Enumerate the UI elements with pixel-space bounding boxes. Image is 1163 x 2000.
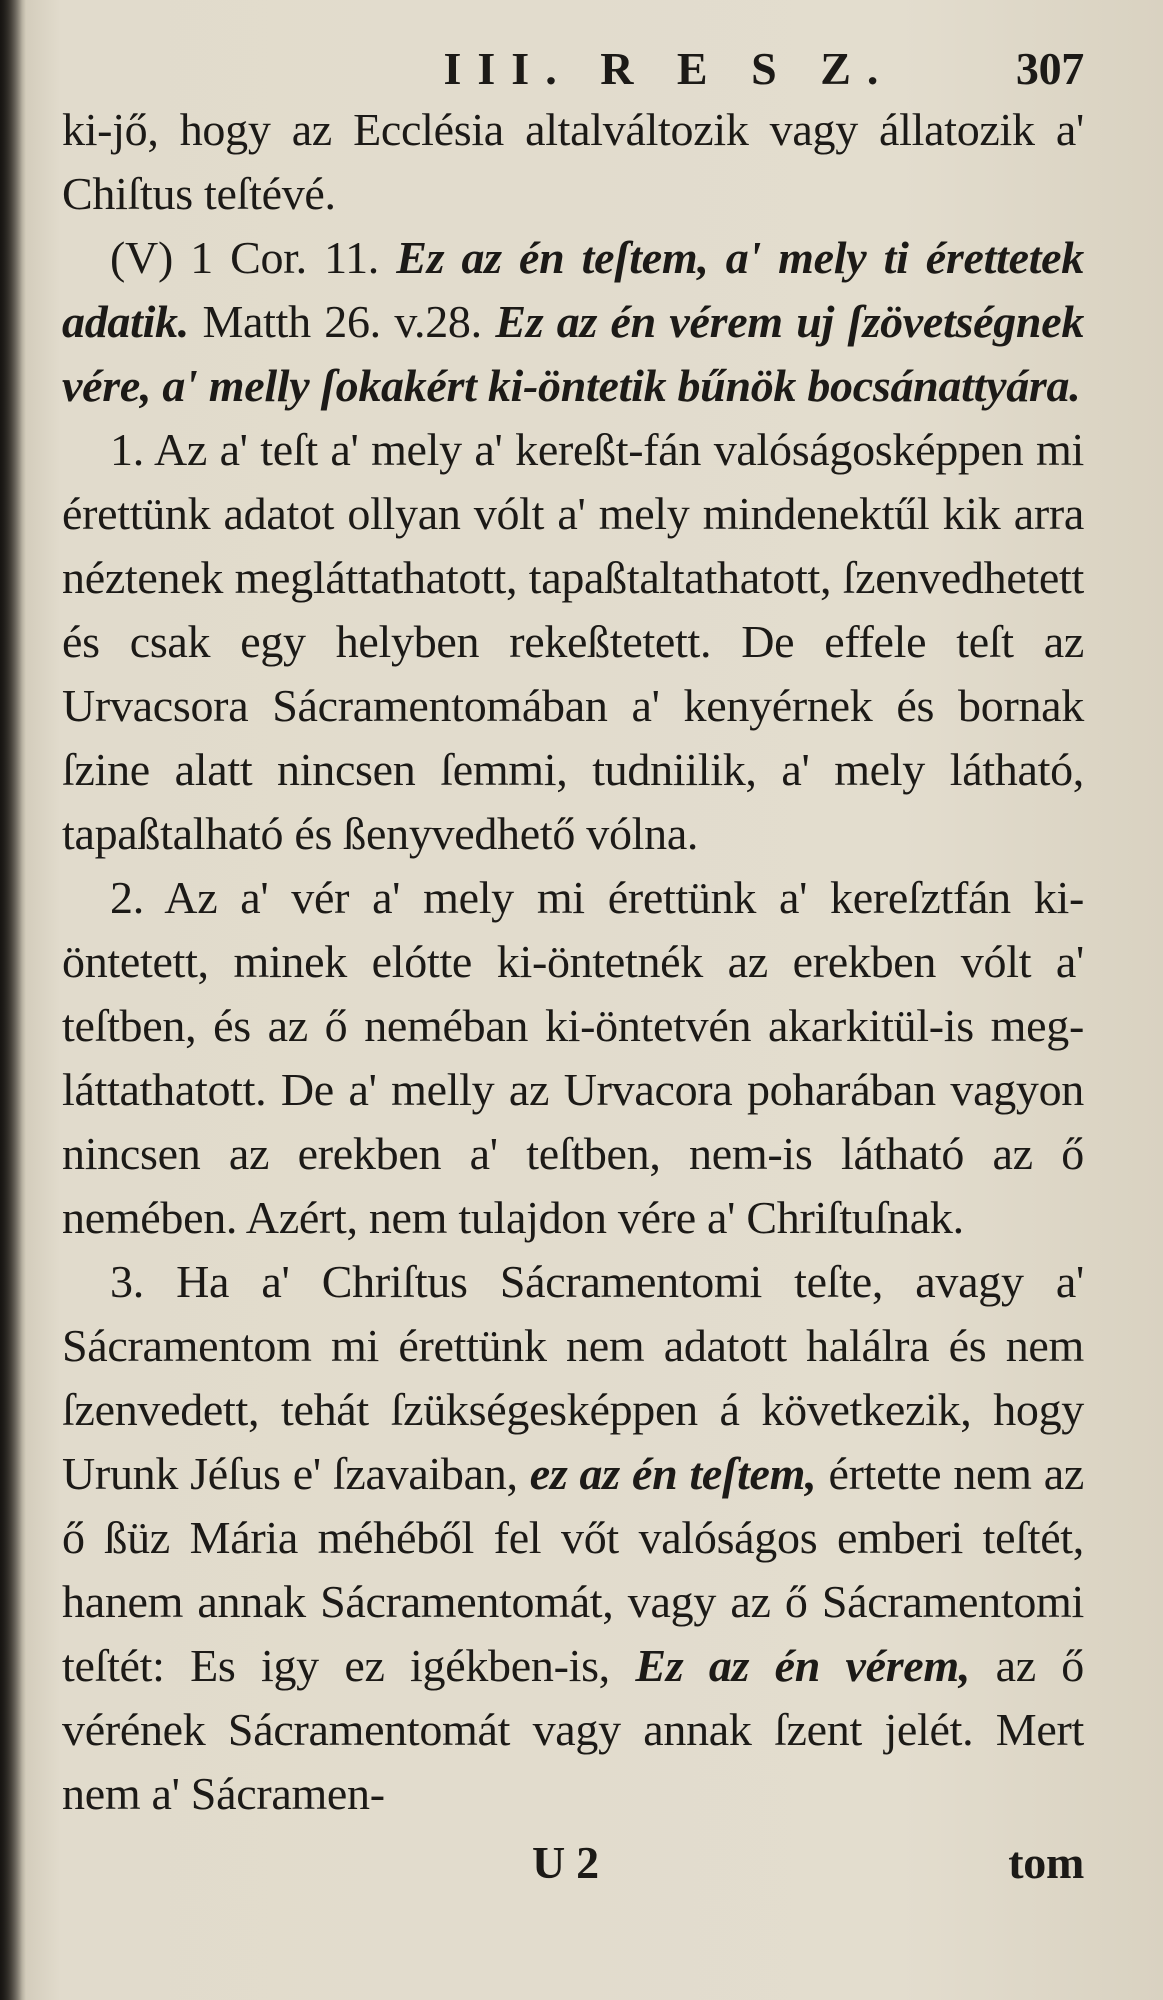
scripture-note (62, 226, 1084, 418)
intro-line: ki-jő, hogy az Ecclésia altalváltozik vagy állatozik a' Chiſtus teſtévé. (62, 104, 1084, 219)
note-citation-1: Ez az én teſtem, a' mely ti érettetek adatik. (62, 232, 1084, 347)
signature-mark: U 2 (532, 1837, 599, 1888)
note-prefix: (V) 1 Cor. 11. (110, 232, 380, 283)
running-head: III. R E S Z. (443, 43, 895, 94)
binding-shadow (0, 0, 26, 2000)
paragraph-1: 1. Az a' teſt a' mely a' kereßt-fán valóságosképpen mi érettünk adatot ollyan vólt a' mely mindenektűl kik arra néztenek megláttathatott, tapaßtaltathatott, ſzenvedhetett és csak egy helyben rekeßtetett. De effele teſt az Urvacsora Sácramentomában a' kenyérnek és bornak ſzine alatt nincsen ſemmi, tudniilik, a' mely látható, tapaßtalható és ßenyvedhető vólna. (62, 424, 1084, 859)
catchword: tom (1008, 1837, 1084, 1888)
note-citation-2: Ez az én vérem uj ſzövetségnek vére, a' melly ſokakért ki-öntetik bűnök bocsánattyára. (62, 296, 1085, 411)
page-header (62, 40, 1084, 98)
paragraph-3-part-b: értette nem az ő ßüz Mária méhéből fel vőt valóságos emberi teſtét, hanem annak Sácramentomát, vagy az ő Sácramentomi teſtét: Es igy ez igékben-is, (62, 1448, 1084, 1691)
paragraph-3-part-c: az ő vérének Sácramentomát vagy annak ſzent jelét. Mert nem a' Sácramen- (62, 1640, 1085, 1819)
page-text-block (62, 40, 1084, 1894)
paragraph-3-part-a: 3. Ha a' Chriſtus Sácramentomi teſte, avagy a' Sácramentom mi érettünk nem adatott halálra és nem ſzenvedett, tehát ſzükségesképpen á következik, hogy Urunk Jéſus e' ſzavaiban, (62, 1256, 1084, 1499)
page-footer (62, 1832, 1084, 1894)
paragraph-3-citation-1: ez az én teſtem, (529, 1448, 817, 1499)
page-number: 307 (1015, 43, 1084, 94)
note-mid: Matth 26. v.28. (202, 296, 482, 347)
paragraph-3-citation-2: Ez az én vérem, (635, 1640, 971, 1691)
paragraph-3 (62, 1250, 1084, 1826)
paragraph-2: 2. Az a' vér a' mely mi érettünk a' kereſztfán ki-öntetett, minek elótte ki-öntetnék az erekben vólt a' teſtben, és az ő neméban ki-öntetvén akarkitül-is meg-láttathatott. De a' melly az Urvacora poharában vagyon nincsen az erekben a' teſtben, nem-is látható az ő nemében. Azért, nem tulajdon vére a' Chriſtuſnak. (62, 872, 1084, 1243)
